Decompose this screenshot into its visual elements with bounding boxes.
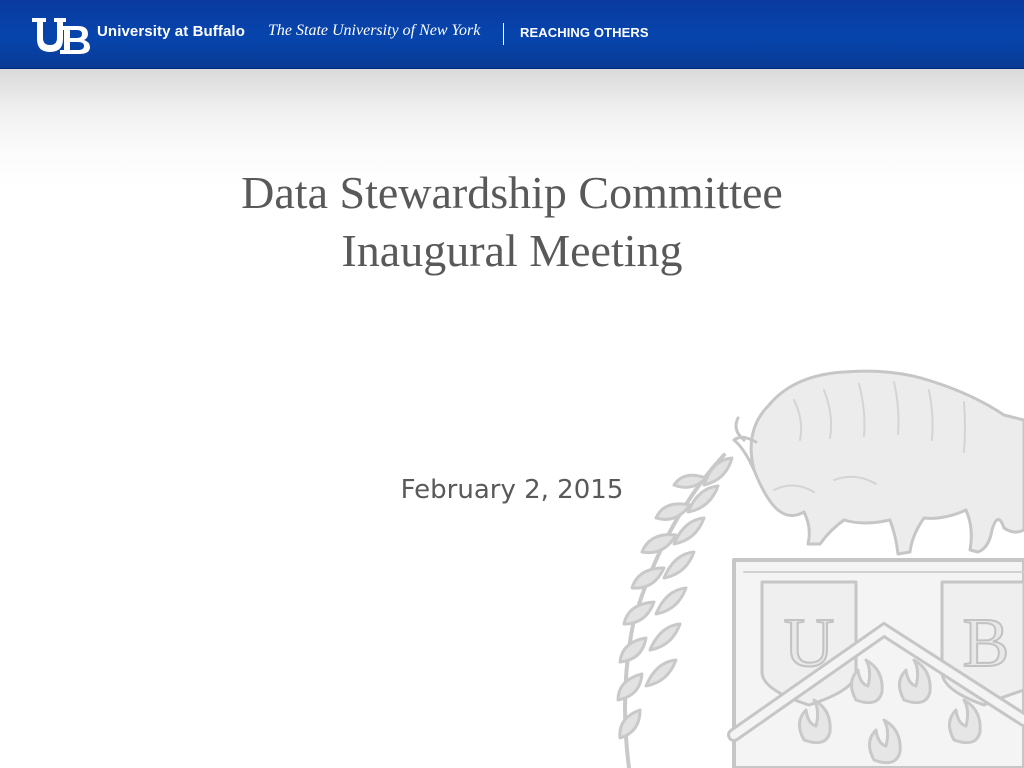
slide-title — [120, 164, 904, 280]
header-bar — [0, 0, 1024, 69]
university-name: University at Buffalo — [97, 23, 245, 40]
ub-logo-icon — [30, 14, 92, 54]
seal-letter-b: B — [962, 605, 1010, 682]
title-line-2: Inaugural Meeting — [341, 225, 683, 276]
ub-seal-watermark-icon — [594, 360, 1024, 768]
slide-date: February 2, 2015 — [400, 475, 624, 505]
suny-name: The State University of New York — [268, 22, 481, 39]
tagline: REACHING OTHERS — [520, 25, 649, 40]
header-divider — [503, 23, 504, 45]
title-line-1: Data Stewardship Committee — [241, 167, 783, 218]
seal-letter-u: U — [783, 605, 835, 682]
